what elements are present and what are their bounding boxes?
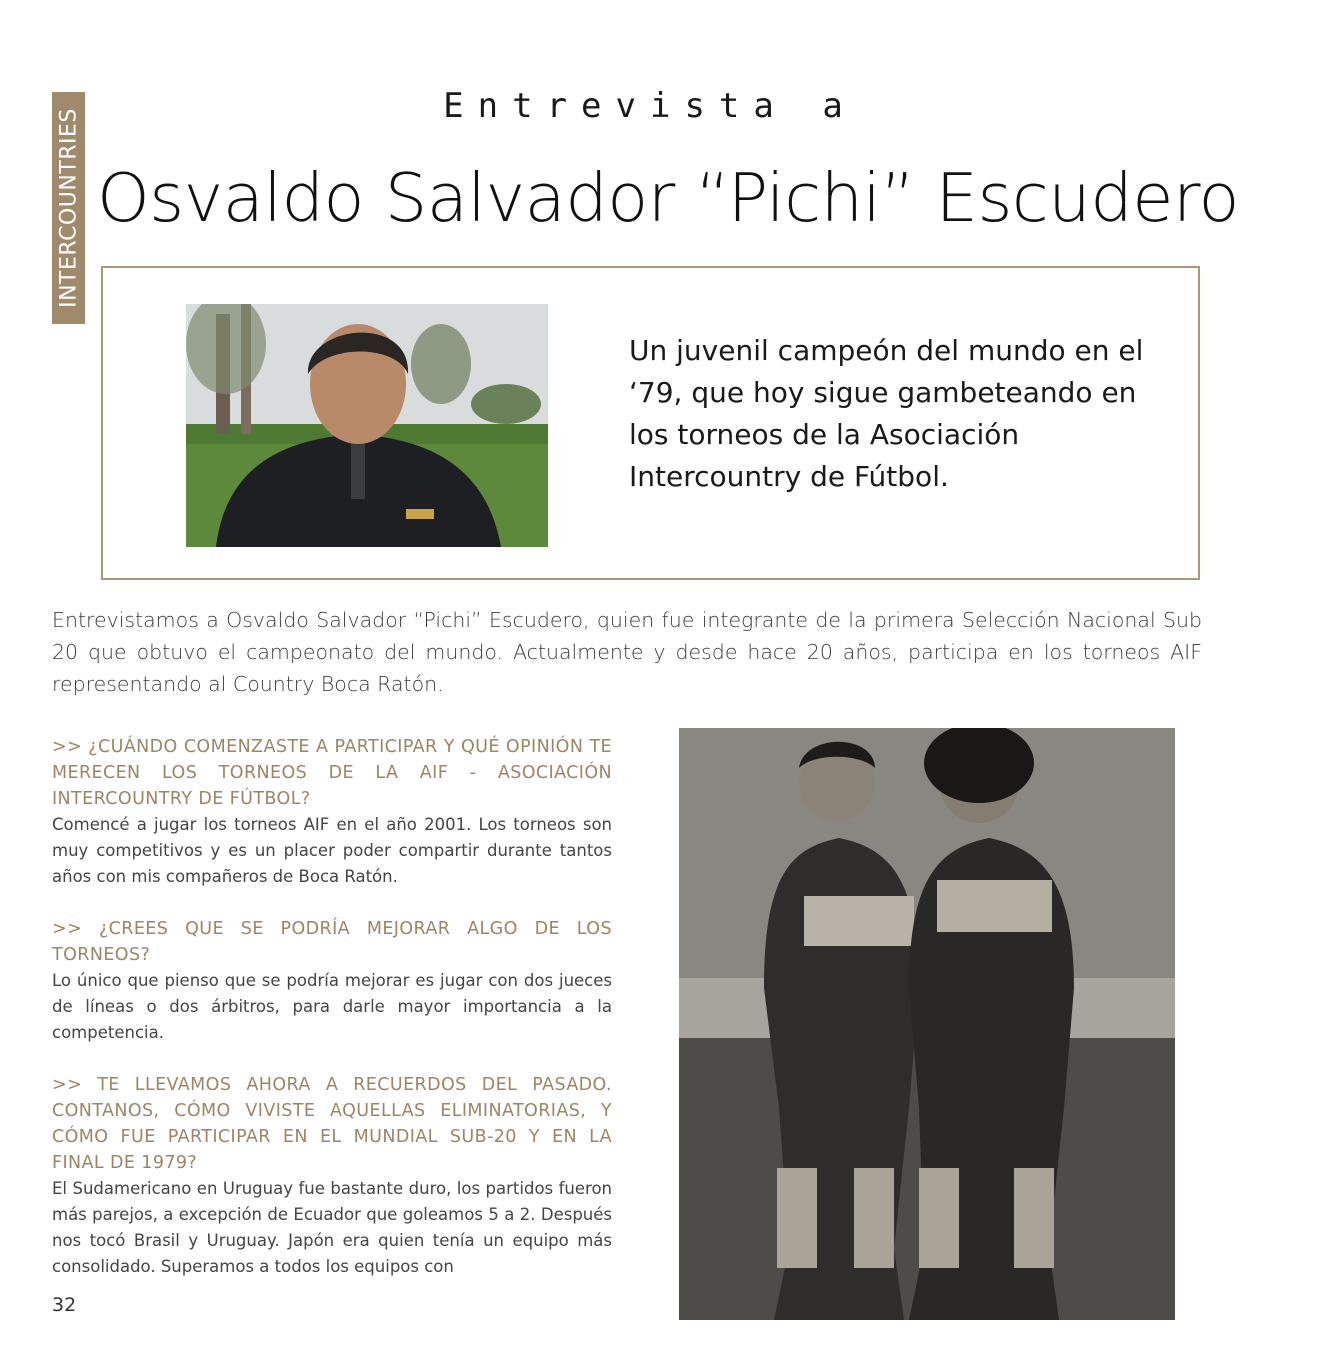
archive-photo — [679, 728, 1175, 1320]
answer: Comencé a jugar los torneos AIF en el año 2001. Los torneos son muy competitivos y es un placer poder compartir durante tantos años con mis compañeros de Boca Ratón. — [52, 815, 612, 886]
question: >> ¿CUÁNDO COMENZASTE A PARTICIPAR Y QUÉ OPINIÓN TE MERECEN LOS TORNEOS DE LA AIF - ASOCIACIÓN INTERCOUNTRY DE FÚTBOL? — [52, 737, 612, 809]
intro-paragraph: Entrevistamos a Osvaldo Salvador “Pichi” Escudero, quien fue integrante de la primera Selección Nacional Sub 20 que obtuvo el campeonato del mundo. Actualmente y desde hace 20 años, participa en los torneos AIF representando al Country Boca Ratón. — [52, 608, 1202, 696]
portrait-image — [186, 304, 548, 547]
question: >> ¿CREES QUE SE PODRÍA MEJORAR ALGO DE LOS TORNEOS? — [52, 919, 612, 965]
lead-text: Un juvenil campeón del mundo en el ‘79, que hoy sigue gambeteando en los torneos de la Asociación Intercountry de Fútbol. — [629, 334, 1144, 493]
kicker: Entrevista a — [443, 86, 857, 126]
qa-column — [52, 734, 612, 1306]
qa-item — [52, 1072, 612, 1280]
section-tab — [52, 92, 85, 324]
page-title: Osvaldo Salvador “Pichi” Escudero — [97, 159, 1240, 237]
answer: El Sudamericano en Uruguay fue bastante duro, los partidos fueron más parejos, a excepción de Ecuador que goleamos 5 a 2. Después nos tocó Brasil y Uruguay. Japón era quien tenía un equipo más consolidado. Superamos a todos los equipos con — [52, 1179, 612, 1276]
lead-box — [101, 266, 1200, 580]
qa-item — [52, 916, 612, 1046]
page-number: 32 — [52, 1294, 77, 1316]
question: >> TE LLEVAMOS AHORA A RECUERDOS DEL PASADO. CONTANOS, CÓMO VIVISTE AQUELLAS ELIMINATORIAS, Y CÓMO FUE PARTICIPAR EN EL MUNDIAL SUB-20 Y EN LA FINAL DE 1979? — [52, 1075, 612, 1173]
archive-image — [679, 728, 1175, 1320]
section-tab-label: INTERCOUNTRIES — [56, 108, 81, 308]
portrait-photo — [186, 304, 548, 547]
answer: Lo único que pienso que se podría mejorar es jugar con dos jueces de líneas o dos árbitros, para darle mayor importancia a la competencia. — [52, 971, 612, 1042]
qa-item — [52, 734, 612, 890]
